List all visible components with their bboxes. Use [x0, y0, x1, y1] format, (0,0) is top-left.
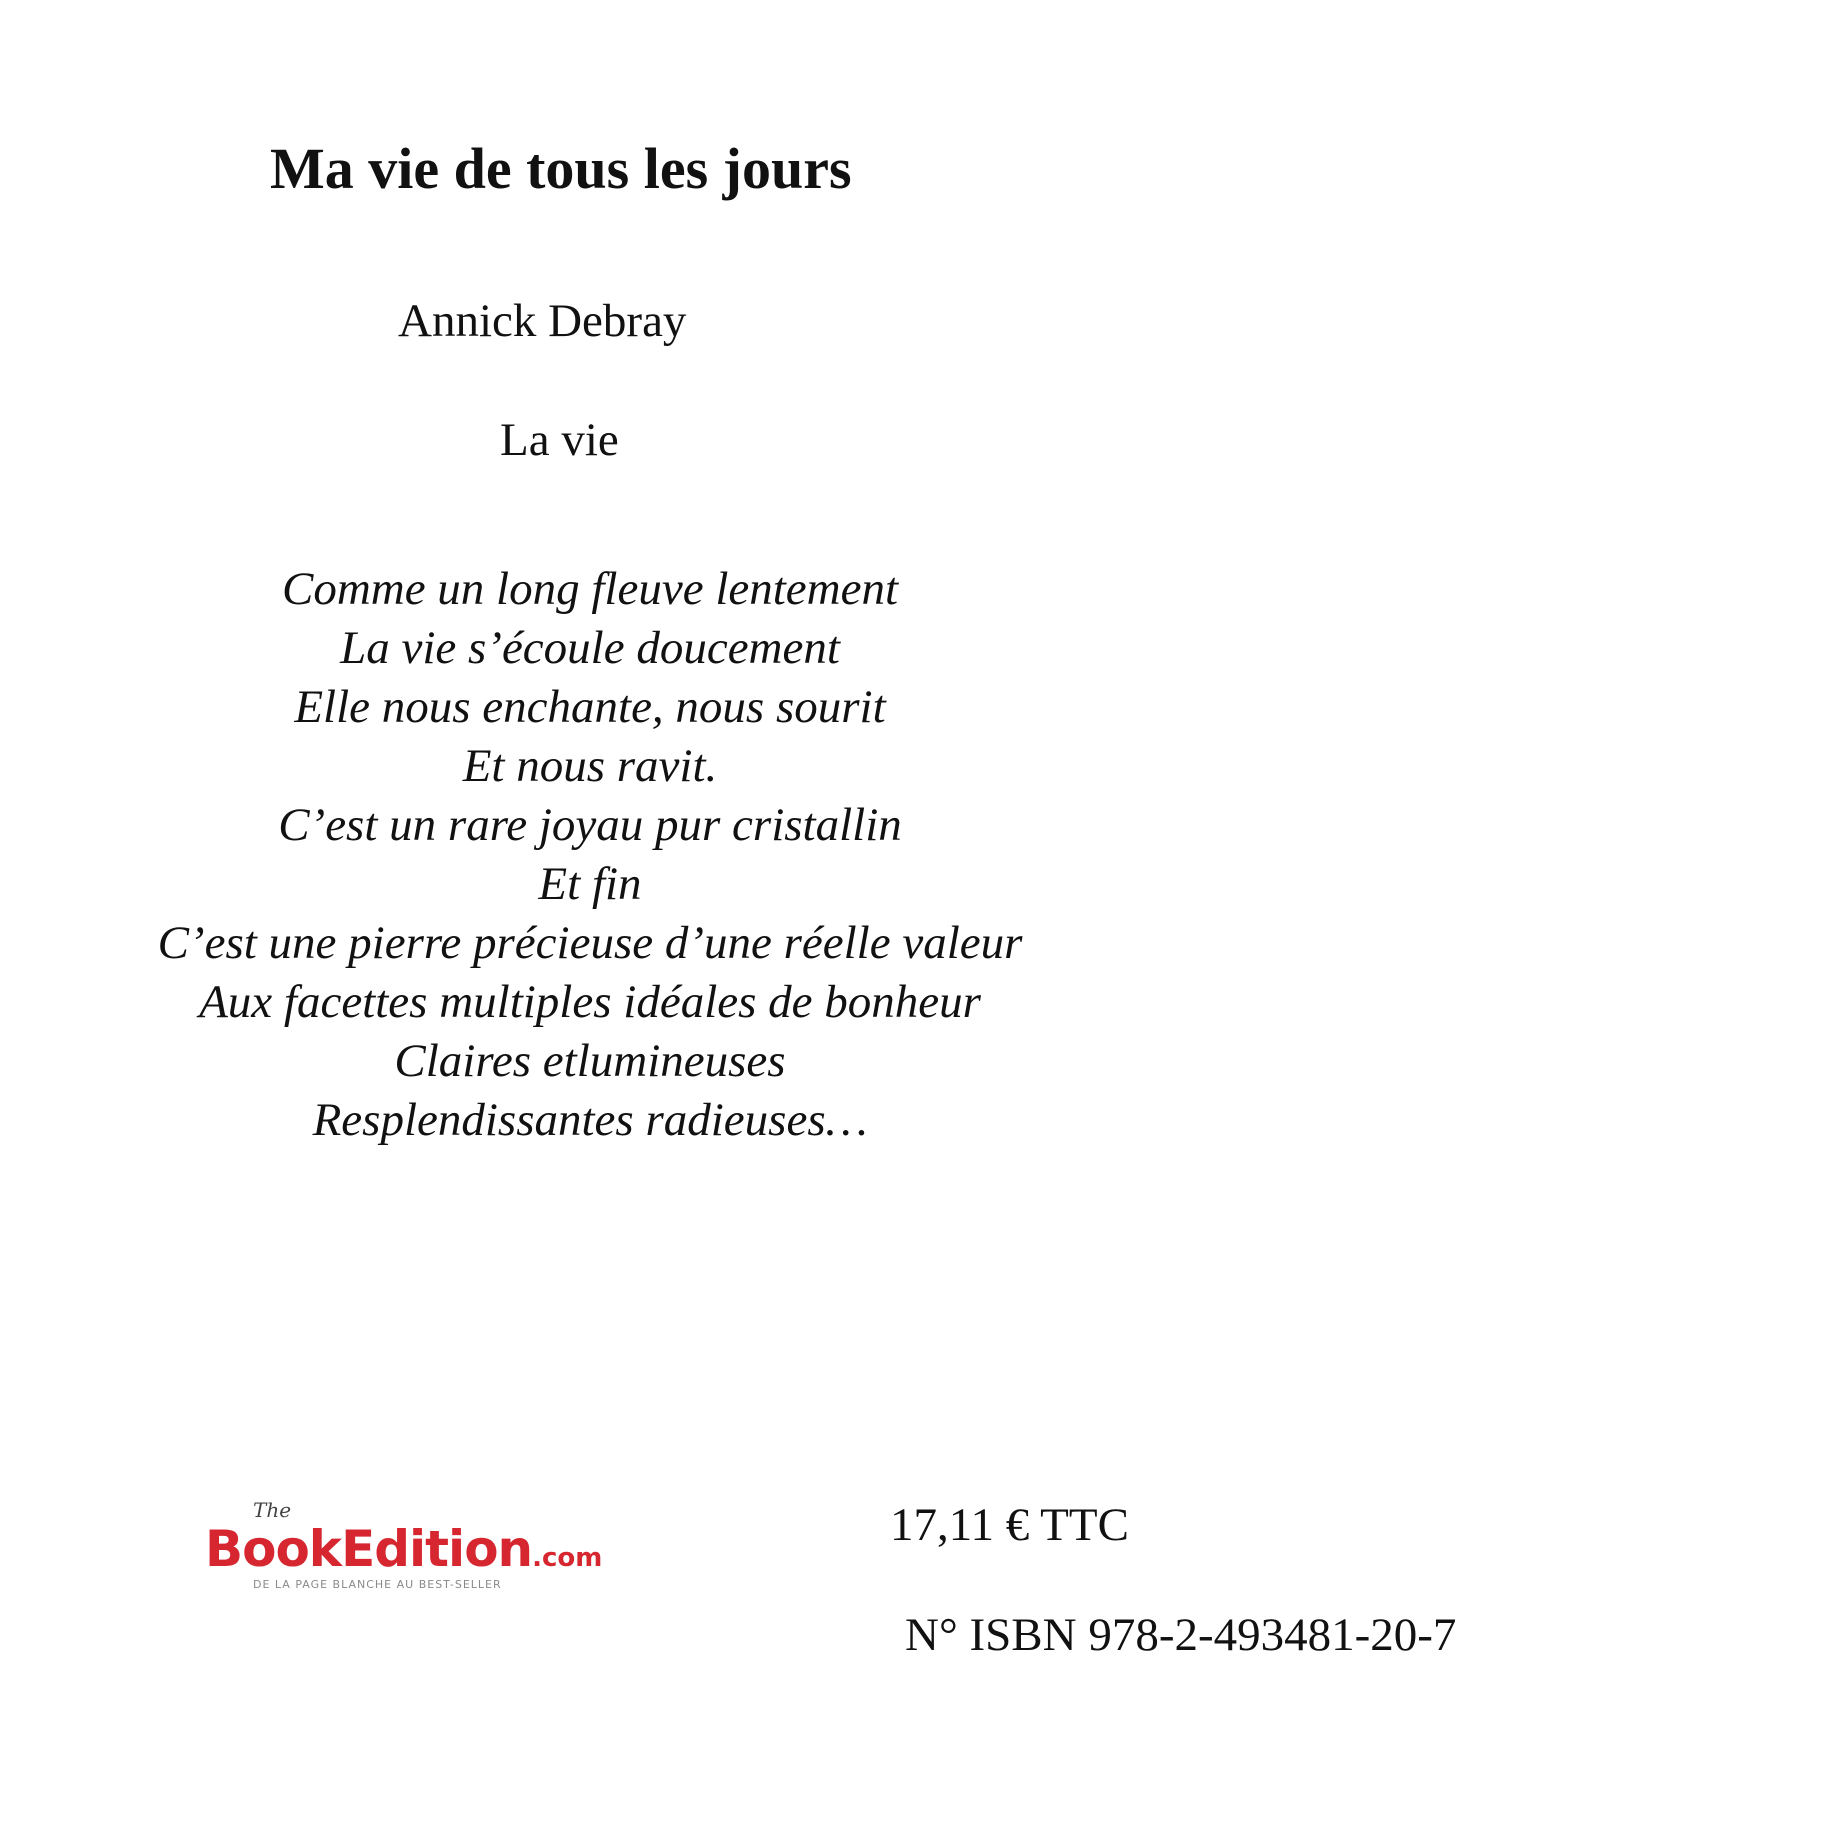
poem-line: Elle nous enchante, nous sourit — [294, 681, 886, 733]
isbn-label: N° ISBN 978-2-493481-20-7 — [905, 1609, 1457, 1661]
poem-line: Resplendissantes radieuses… — [312, 1094, 868, 1146]
bookedition-logo — [205, 1498, 625, 1594]
poem-line: Claires etlumineuses — [394, 1035, 786, 1087]
poem-title: La vie — [500, 414, 619, 466]
poem-line: Aux facettes multiples idéales de bonheur — [199, 976, 981, 1028]
book-title: Ma vie de tous les jours — [270, 136, 852, 201]
author-name: Annick Debray — [398, 295, 687, 347]
logo-wordmark — [205, 1520, 602, 1578]
poem-line: C’est une pierre précieuse d’une réelle valeur — [157, 917, 1023, 969]
logo-brand-text: BookEdition — [205, 1520, 533, 1578]
poem-line: Et fin — [538, 858, 642, 910]
logo-domain-suffix: .com — [532, 1543, 603, 1573]
poem-text — [80, 560, 1100, 1150]
price-label: 17,11 € TTC — [890, 1499, 1129, 1551]
poem-line: La vie s’écoule doucement — [340, 622, 840, 674]
poem-line: Et nous ravit. — [462, 740, 718, 792]
poem-line: C’est un rare joyau pur cristallin — [278, 799, 902, 851]
poem-line: Comme un long fleuve lentement — [281, 563, 899, 615]
logo-the-text: The — [253, 1498, 292, 1522]
logo-tagline: DE LA PAGE BLANCHE AU BEST-SELLER — [253, 1578, 502, 1591]
